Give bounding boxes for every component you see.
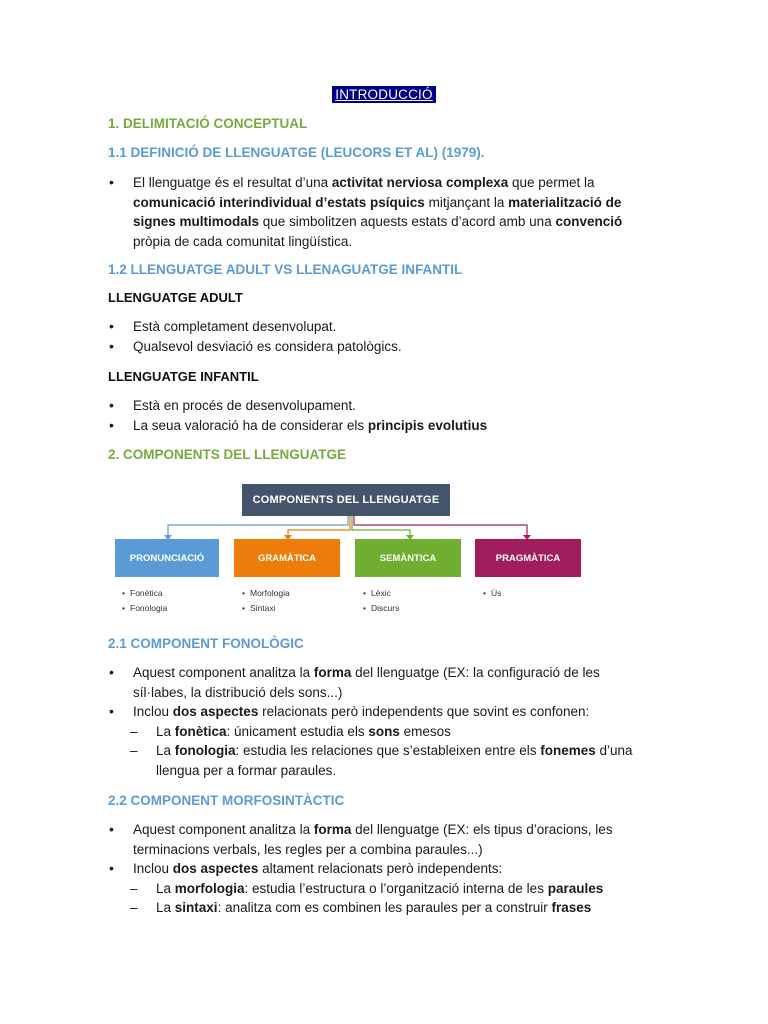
list-item: • Inclou dos aspectes relacionats però independents que sovint es confonen: <box>108 702 648 722</box>
heading-definicio: 1.1 DEFINICIÓ DE LLENGUATGE (LEUCORS ET AL) (1979). <box>108 145 485 160</box>
list-item: • Ús <box>483 586 501 601</box>
heading-adult: LLENGUATGE ADULT <box>108 290 243 305</box>
list-subitem: – La fonologia: estudia les relaciones que s’estableixen entre els fonemes d’una llengua per a formar paraules. <box>108 741 648 780</box>
pronunciacio-items <box>122 586 167 616</box>
morfosintactic-list <box>108 820 648 918</box>
title-wrap <box>0 86 768 104</box>
heading-fonologic: 2.1 COMPONENT FONOLÒGIC <box>108 636 304 651</box>
adult-list <box>108 317 648 356</box>
list-item: • Sintaxi <box>242 601 290 616</box>
definition-list <box>108 173 648 251</box>
component-pronunciacio: PRONUNCIACIÓ <box>115 539 219 577</box>
list-item: • Està en procés de desenvolupament. <box>108 396 648 416</box>
heading-components: 2. COMPONENTS DEL LLENGUATGE <box>108 447 347 462</box>
list-item: • El llenguatge és el resultat d’una activitat nerviosa complexa que permet la comunicació interindividual d’estats psíquics mitjançant la materialització de signes multimodals que simbolitzen aquests estats d’acord amb una convenció pròpia de cada comunitat lingüística. <box>108 173 648 251</box>
heading-adult-vs-infantil: 1.2 LLENGUATGE ADULT VS LLENAGUATGE INFANTIL <box>108 262 463 277</box>
list-item: • La seua valoració ha de considerar els principis evolutius <box>108 416 648 436</box>
component-pragmatica: PRAGMÀTICA <box>475 539 581 577</box>
list-item: • Aquest component analitza la forma del llenguatge (EX: la configuració de les síl·labes, la distribució dels sons...) <box>108 663 648 702</box>
list-item: • Morfologia <box>242 586 290 601</box>
list-item: • Discurs <box>363 601 399 616</box>
component-semantica: SEMÀNTICA <box>355 539 461 577</box>
connector-semantica <box>352 516 410 538</box>
components-diagram <box>112 476 588 622</box>
connector-gramatica <box>288 516 350 538</box>
list-item: • Aquest component analitza la forma del llenguatge (EX: els tipus d’oracions, les terminacions verbals, les regles per a combina paraules...) <box>108 820 648 859</box>
gramatica-items <box>242 586 290 616</box>
connector-pragmatica <box>354 516 527 538</box>
diagram-main-box: COMPONENTS DEL LLENGUATGE <box>242 484 450 516</box>
list-subitem: – La fonètica: únicament estudia els sons emesos <box>108 722 648 742</box>
page-title: INTRODUCCIÓ <box>332 86 435 103</box>
infantil-list <box>108 396 648 435</box>
heading-delimitacio: 1. DELIMITACIÓ CONCEPTUAL <box>108 116 308 131</box>
list-item: • Fonètica <box>122 586 167 601</box>
list-item: • Inclou dos aspectes altament relacionats però independents: <box>108 859 648 879</box>
list-item: • Fonologia <box>122 601 167 616</box>
component-gramatica: GRAMÀTICA <box>234 539 340 577</box>
list-subitem: – La morfologia: estudia l’estructura o l’organització interna de les paraules <box>108 879 648 899</box>
heading-morfosintactic: 2.2 COMPONENT MORFOSINTÀCTIC <box>108 793 345 808</box>
fonologic-list <box>108 663 648 780</box>
list-item: • Qualsevol desviació es considera patològics. <box>108 337 648 357</box>
heading-infantil: LLENGUATGE INFANTIL <box>108 369 259 384</box>
list-item: • Lèxic <box>363 586 399 601</box>
pragmatica-items <box>483 586 501 601</box>
connector-pronunciacio <box>168 516 348 538</box>
list-subitem: – La sintaxi: analitza com es combinen les paraules per a construir frases <box>108 898 648 918</box>
list-item: • Està completament desenvolupat. <box>108 317 648 337</box>
semantica-items <box>363 586 399 616</box>
